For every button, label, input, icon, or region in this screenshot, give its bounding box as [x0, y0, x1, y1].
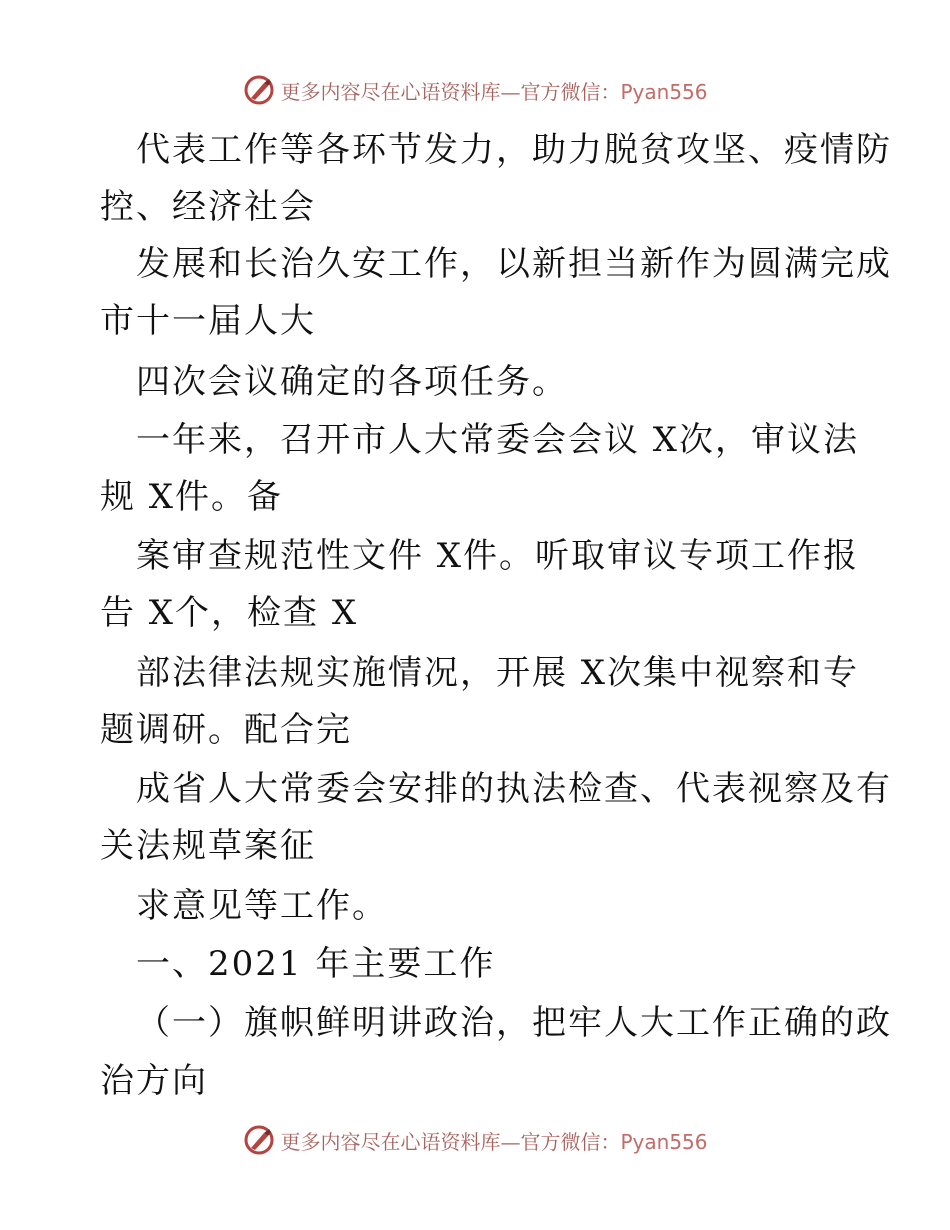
- watermark-text: 更多内容尽在心语资料库—官方微信：Pyan556: [280, 1129, 708, 1154]
- text-line: 部法律法规实施情况，开展 X次集中视察和专: [136, 653, 860, 693]
- brush-pen-logo-icon: [242, 73, 276, 107]
- footer-watermark: [0, 1120, 950, 1160]
- text-line: （一）旗帜鲜明讲政治，把牢人大工作正确的政: [136, 1003, 892, 1043]
- text-line: 四次会议确定的各项任务。: [136, 362, 568, 402]
- text-line: 成省人大常委会安排的执法检查、代表视察及有: [136, 769, 892, 809]
- text-line: 求意见等工作。: [136, 886, 388, 926]
- text-line: 发展和长治久安工作，以新担当新作为圆满完成: [136, 244, 892, 284]
- text-line: 题调研。配合完: [100, 710, 352, 750]
- text-line: 市十一届人大: [100, 301, 316, 341]
- text-line: 一年来，召开市人大常委会会议 X次，审议法: [136, 420, 860, 460]
- text-line: 代表工作等各环节发力，助力脱贫攻坚、疫情防: [136, 130, 892, 170]
- text-line: 治方向: [100, 1061, 208, 1101]
- text-line: 一、2021 年主要工作: [136, 944, 496, 984]
- text-line: 规 X件。备: [100, 477, 284, 517]
- text-line: 告 X个，检查 X: [100, 593, 359, 633]
- watermark-text: 更多内容尽在心语资料库—官方微信：Pyan556: [280, 79, 708, 104]
- text-line: 案审查规范性文件 X件。听取审议专项工作报: [136, 536, 860, 576]
- brush-pen-logo-icon: [242, 1123, 276, 1157]
- text-line: 关法规草案征: [100, 826, 316, 866]
- text-line: 控、经济社会: [100, 187, 316, 227]
- header-watermark: [0, 70, 950, 110]
